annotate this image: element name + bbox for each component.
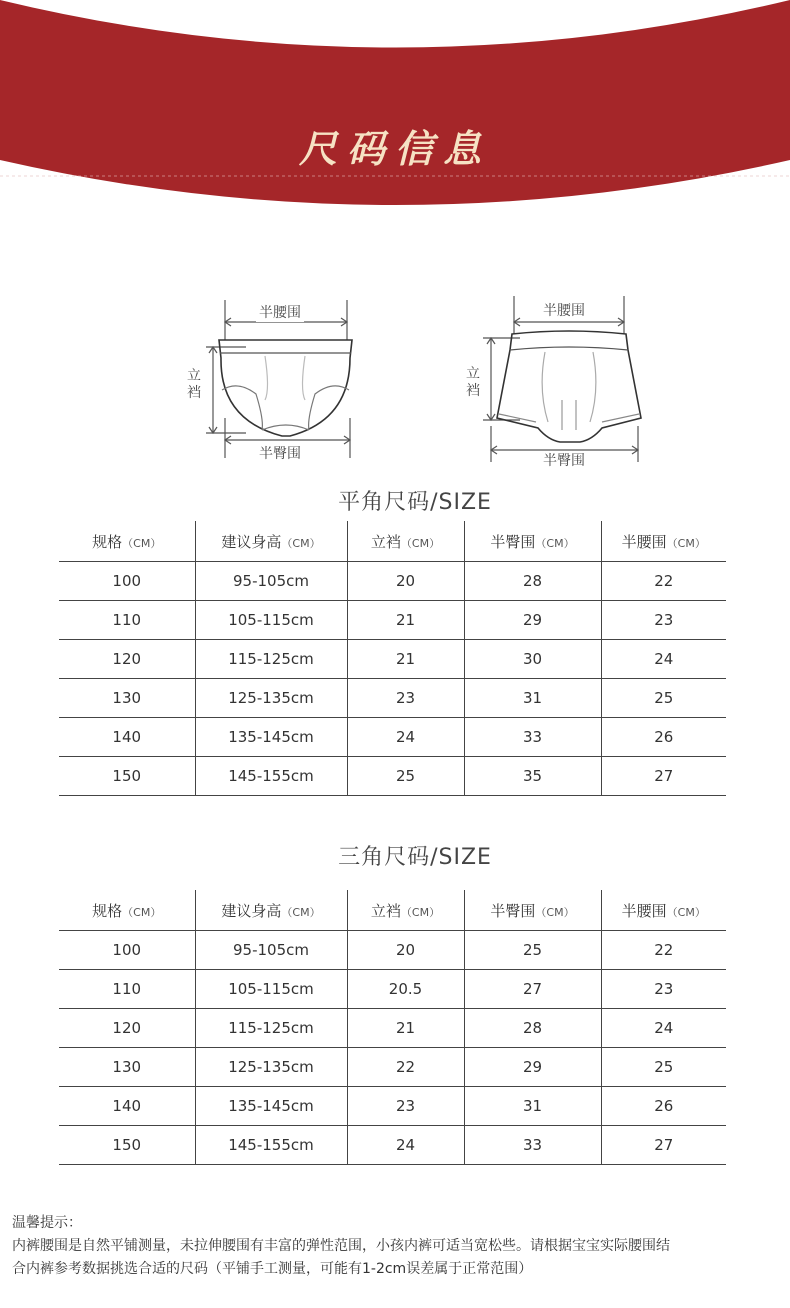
boxer-hip-label: 半臀围 xyxy=(540,452,588,470)
cell: 125-135cm xyxy=(195,1048,347,1087)
cell: 145-155cm xyxy=(195,757,347,796)
cell: 25 xyxy=(464,931,601,970)
boxer-waist-label: 半腰围 xyxy=(540,302,588,320)
cell: 130 xyxy=(59,1048,195,1087)
cell: 33 xyxy=(464,1126,601,1165)
tips-section xyxy=(12,1212,784,1281)
cell: 140 xyxy=(59,718,195,757)
cell: 24 xyxy=(347,718,464,757)
cell: 30 xyxy=(464,640,601,679)
cell: 22 xyxy=(601,562,726,601)
col-height: 建议身高（CM） xyxy=(195,521,347,562)
table-row xyxy=(59,1009,726,1048)
cell: 23 xyxy=(601,601,726,640)
col-height: 建议身高（CM） xyxy=(195,890,347,931)
cell: 24 xyxy=(601,1009,726,1048)
header-banner xyxy=(0,0,790,215)
col-hip: 半臀围（CM） xyxy=(464,521,601,562)
cell: 31 xyxy=(464,1087,601,1126)
garment-diagrams xyxy=(0,290,790,475)
tips-heading: 温馨提示： xyxy=(12,1215,82,1231)
cell: 115-125cm xyxy=(195,1009,347,1048)
cell: 105-115cm xyxy=(195,601,347,640)
table-header-row xyxy=(59,521,726,562)
cell: 24 xyxy=(601,640,726,679)
cell: 95-105cm xyxy=(195,562,347,601)
cell: 28 xyxy=(464,562,601,601)
table-row xyxy=(59,970,726,1009)
table-row xyxy=(59,1126,726,1165)
cell: 27 xyxy=(601,757,726,796)
cell: 150 xyxy=(59,1126,195,1165)
col-hip: 半臀围（CM） xyxy=(464,890,601,931)
cell: 29 xyxy=(464,1048,601,1087)
table-row xyxy=(59,718,726,757)
brief-rise-label: 立裆 xyxy=(187,368,201,401)
cell: 23 xyxy=(347,1087,464,1126)
cell: 33 xyxy=(464,718,601,757)
cell: 125-135cm xyxy=(195,679,347,718)
table-header-row xyxy=(59,890,726,931)
cell: 23 xyxy=(601,970,726,1009)
cell: 20 xyxy=(347,562,464,601)
cell: 95-105cm xyxy=(195,931,347,970)
cell: 100 xyxy=(59,931,195,970)
cell: 26 xyxy=(601,718,726,757)
table-row xyxy=(59,931,726,970)
cell: 115-125cm xyxy=(195,640,347,679)
cell: 22 xyxy=(347,1048,464,1087)
col-rise: 立裆（CM） xyxy=(347,521,464,562)
col-size: 规格（CM） xyxy=(59,890,195,931)
cell: 25 xyxy=(601,1048,726,1087)
table-row xyxy=(59,562,726,601)
cell: 120 xyxy=(59,1009,195,1048)
brief-hip-label: 半臀围 xyxy=(256,445,304,463)
table-row xyxy=(59,601,726,640)
table-row xyxy=(59,640,726,679)
cell: 28 xyxy=(464,1009,601,1048)
table-row xyxy=(59,1087,726,1126)
cell: 25 xyxy=(347,757,464,796)
boxer-size-table xyxy=(59,521,726,796)
col-size: 规格（CM） xyxy=(59,521,195,562)
cell: 150 xyxy=(59,757,195,796)
brief-waist-label: 半腰围 xyxy=(256,304,304,322)
table-row xyxy=(59,757,726,796)
cell: 21 xyxy=(347,1009,464,1048)
col-waist: 半腰围（CM） xyxy=(601,521,726,562)
tips-line-2: 合内裤参考数据挑选合适的尺码（平铺手工测量，可能有1-2cm误差属于正常范围） xyxy=(12,1261,533,1277)
cell: 110 xyxy=(59,601,195,640)
page-title: 尺码信息 xyxy=(298,126,491,171)
measurement-diagram-svg xyxy=(0,290,790,475)
cell: 23 xyxy=(347,679,464,718)
cell: 29 xyxy=(464,601,601,640)
cell: 135-145cm xyxy=(195,1087,347,1126)
cell: 27 xyxy=(464,970,601,1009)
col-waist: 半腰围（CM） xyxy=(601,890,726,931)
cell: 25 xyxy=(601,679,726,718)
boxer-size-title: 平角尺码/SIZE xyxy=(338,490,492,515)
brief-size-table xyxy=(59,890,726,1165)
cell: 27 xyxy=(601,1126,726,1165)
title-wrap xyxy=(0,118,790,173)
cell: 21 xyxy=(347,601,464,640)
cell: 22 xyxy=(601,931,726,970)
table-row xyxy=(59,1048,726,1087)
cell: 130 xyxy=(59,679,195,718)
cell: 135-145cm xyxy=(195,718,347,757)
cell: 110 xyxy=(59,970,195,1009)
boxer-rise-label: 立裆 xyxy=(466,366,480,399)
cell: 140 xyxy=(59,1087,195,1126)
cell: 24 xyxy=(347,1126,464,1165)
cell: 21 xyxy=(347,640,464,679)
cell: 100 xyxy=(59,562,195,601)
banner-background xyxy=(0,0,790,215)
cell: 20.5 xyxy=(347,970,464,1009)
table-row xyxy=(59,679,726,718)
cell: 31 xyxy=(464,679,601,718)
cell: 120 xyxy=(59,640,195,679)
cell: 145-155cm xyxy=(195,1126,347,1165)
col-rise: 立裆（CM） xyxy=(347,890,464,931)
tips-line-1: 内裤腰围是自然平铺测量，未拉伸腰围有丰富的弹性范围，小孩内裤可适当宽松些。请根据宝宝实际腰围结 xyxy=(12,1238,670,1254)
cell: 26 xyxy=(601,1087,726,1126)
brief-size-title: 三角尺码/SIZE xyxy=(338,845,492,870)
cell: 35 xyxy=(464,757,601,796)
cell: 105-115cm xyxy=(195,970,347,1009)
cell: 20 xyxy=(347,931,464,970)
